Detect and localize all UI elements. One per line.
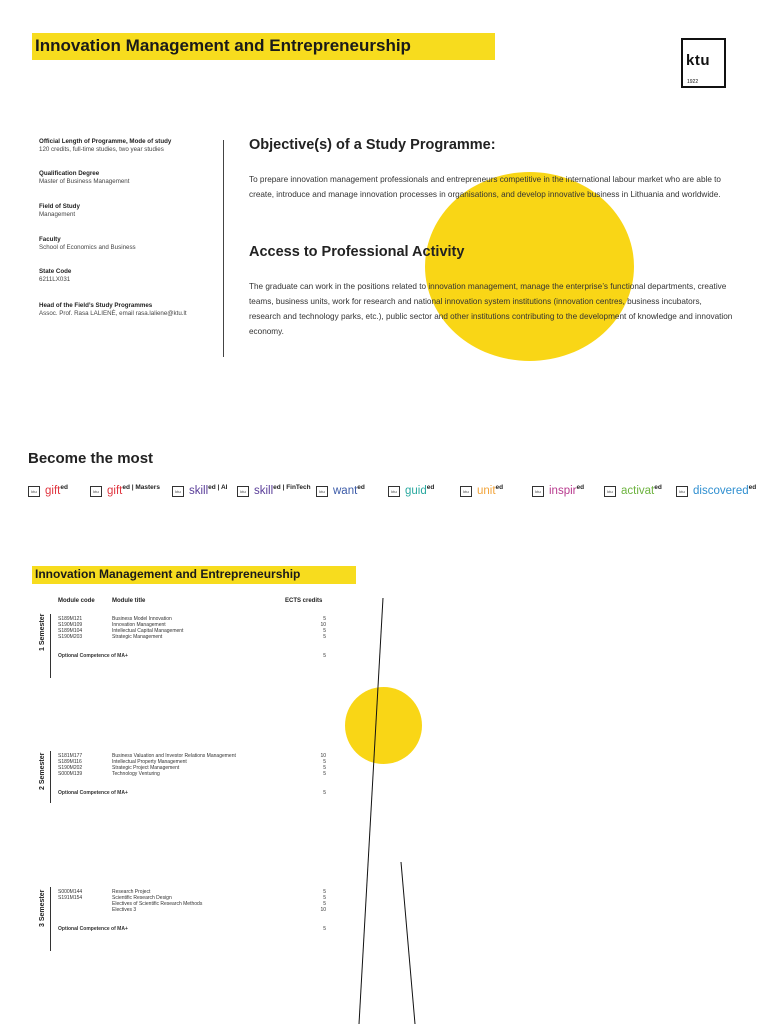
- ktu-mini-logo: ktu: [172, 486, 184, 497]
- header-module-code: Module code: [58, 598, 95, 604]
- module-title: Intellectual Capital Management: [112, 628, 184, 634]
- module-credits: 5: [323, 628, 326, 634]
- module-credits: 5: [323, 765, 326, 771]
- module-code: S189M104: [58, 628, 83, 634]
- brand-suffix: ed: [357, 484, 365, 491]
- info-label: Official Length of Programme, Mode of study: [39, 138, 172, 145]
- module-title: Strategic Project Management: [112, 765, 180, 771]
- info-label: Field of Study: [39, 203, 80, 210]
- info-label: Head of the Field’s Study Programmes: [39, 302, 153, 309]
- brand-suffix: ed | FinTech: [273, 484, 311, 491]
- module-credits: 5: [323, 634, 326, 640]
- module-title: Intellectual Property Management: [112, 759, 187, 765]
- brand-suffix: ed | AI: [208, 484, 228, 491]
- brand-suffix: ed: [748, 484, 757, 491]
- module-title: Business Model Innovation: [112, 616, 172, 622]
- ktu-mini-logo: ktu: [237, 486, 249, 497]
- module-code: S000M144: [58, 889, 83, 895]
- module-credits: 10: [320, 622, 326, 628]
- semester-bar: [50, 887, 51, 951]
- module-credits: 5: [323, 901, 326, 907]
- decorative-line: [401, 862, 415, 1024]
- module-title: Electives of Scientific Research Methods: [112, 901, 203, 907]
- module-code: S189M121: [58, 616, 83, 622]
- brand-word: discovered$^{ed}$: [693, 484, 757, 497]
- decorative-line: [359, 598, 383, 1024]
- header-module-title: Module title: [112, 598, 146, 604]
- module-code: S190M202: [58, 765, 83, 771]
- brand-word: skill$^{ed | FinTech}$: [254, 484, 311, 497]
- brand-word: gift$^{ed}$: [45, 484, 68, 497]
- module-code: S189M116: [58, 759, 82, 765]
- brand-word: unit$^{ed}$: [477, 484, 504, 497]
- semester-bar: [50, 614, 51, 678]
- logo-text: ktu: [686, 52, 710, 69]
- semester-label: 2 Semester: [39, 752, 46, 790]
- objectives-text: To prepare innovation management professionals and entrepreneurs competitive in the international labour market who are able to create, introduce and manage innovation processes in organisations, and develop innovative business in Lithuania and worldwide.: [249, 175, 721, 199]
- module-credits: 10: [320, 907, 326, 913]
- module-credits: 5: [323, 771, 326, 777]
- ktu-mini-logo: ktu: [460, 486, 472, 497]
- semester-label: 3 Semester: [39, 889, 46, 927]
- module-title: Electives 3: [112, 907, 137, 913]
- module-title: Strategic Management: [112, 634, 163, 640]
- ktu-mini-logo: ktu: [676, 486, 688, 497]
- module-code: S190M203: [58, 634, 83, 640]
- info-value: Management: [39, 211, 76, 218]
- brand-word: gift$^{ed | Masters}$: [107, 484, 160, 497]
- module-credits: 5: [323, 759, 326, 765]
- info-value: Assoc. Prof. Rasa LALIENĖ, email rasa.laliene@ktu.lt: [39, 310, 187, 317]
- info-label: State Code: [39, 268, 72, 275]
- brand-suffix: ed: [495, 484, 504, 491]
- optional-competence: Optional Competence of MA+: [58, 653, 128, 659]
- semester-label: 1 Semester: [39, 613, 46, 651]
- module-credits: 10: [320, 753, 326, 759]
- module-code: S190M109: [58, 622, 83, 628]
- info-value: Master of Business Management: [39, 178, 130, 185]
- brand-suffix: ed: [576, 484, 585, 491]
- ktu-mini-logo: ktu: [316, 486, 328, 497]
- ktu-mini-logo: ktu: [388, 486, 400, 497]
- optional-credits: 5: [323, 926, 326, 932]
- optional-credits: 5: [323, 790, 326, 796]
- brand-word: activat$^{ed}$: [621, 484, 662, 497]
- objectives-heading: Objective(s) of a Study Programme:: [249, 137, 496, 153]
- module-credits: 5: [323, 616, 326, 622]
- header-ects-credits: ECTS credits: [285, 598, 323, 604]
- optional-competence: Optional Competence of MA+: [58, 926, 128, 932]
- become-heading: Become the most: [28, 450, 154, 467]
- brand-suffix: ed | Masters: [122, 484, 160, 491]
- brand-word: want$^{ed}$: [333, 484, 365, 497]
- brand-word: inspir$^{ed}$: [549, 484, 585, 497]
- info-value: School of Economics and Business: [39, 244, 136, 251]
- brand-suffix: ed: [426, 484, 435, 491]
- module-code: S000M139: [58, 771, 83, 777]
- module-title: Scientific Research Design: [112, 895, 172, 901]
- module-credits: 5: [323, 895, 326, 901]
- info-value: 6211LX031: [39, 276, 71, 283]
- module-title: Business Valuation and Investor Relations Management: [112, 753, 236, 759]
- info-label: Faculty: [39, 236, 61, 243]
- access-text: The graduate can work in the positions related to innovation management, manage the enterprise’s functional departments, creative teams, business units, work for research and national innovation system institutions (innovation centres, business incubators, research and technology parks, etc.), public sector and other institutions contributing to the development of knowledge and innovation economy.: [249, 282, 733, 336]
- optional-competence: Optional Competence of MA+: [58, 790, 128, 796]
- ktu-mini-logo: ktu: [604, 486, 616, 497]
- brand-suffix: ed: [654, 484, 662, 491]
- module-title: Technology Venturing: [112, 771, 160, 777]
- module-title: Research Project: [112, 889, 151, 895]
- optional-credits: 5: [323, 653, 326, 659]
- ktu-mini-logo: ktu: [28, 486, 40, 497]
- ktu-mini-logo: ktu: [90, 486, 102, 497]
- module-code: S181M177: [58, 753, 83, 759]
- module-title: Innovation Management: [112, 622, 166, 628]
- modules-title: Innovation Management and Entrepreneurship: [35, 567, 301, 581]
- info-value: 120 credits, full-time studies, two year studies: [39, 146, 164, 153]
- brand-suffix: ed: [60, 484, 68, 491]
- ktu-mini-logo: ktu: [532, 486, 544, 497]
- brand-word: skill$^{ed | AI}$: [189, 484, 228, 497]
- brand-word: guid$^{ed}$: [405, 484, 435, 497]
- module-credits: 5: [323, 889, 326, 895]
- programme-title: Innovation Management and Entrepreneurship: [35, 36, 411, 55]
- semester-bar: [50, 751, 51, 803]
- info-label: Qualification Degree: [39, 170, 100, 177]
- module-code: S191M154: [58, 895, 83, 901]
- logo-year: 1922: [687, 79, 699, 85]
- access-heading: Access to Professional Activity: [249, 244, 465, 260]
